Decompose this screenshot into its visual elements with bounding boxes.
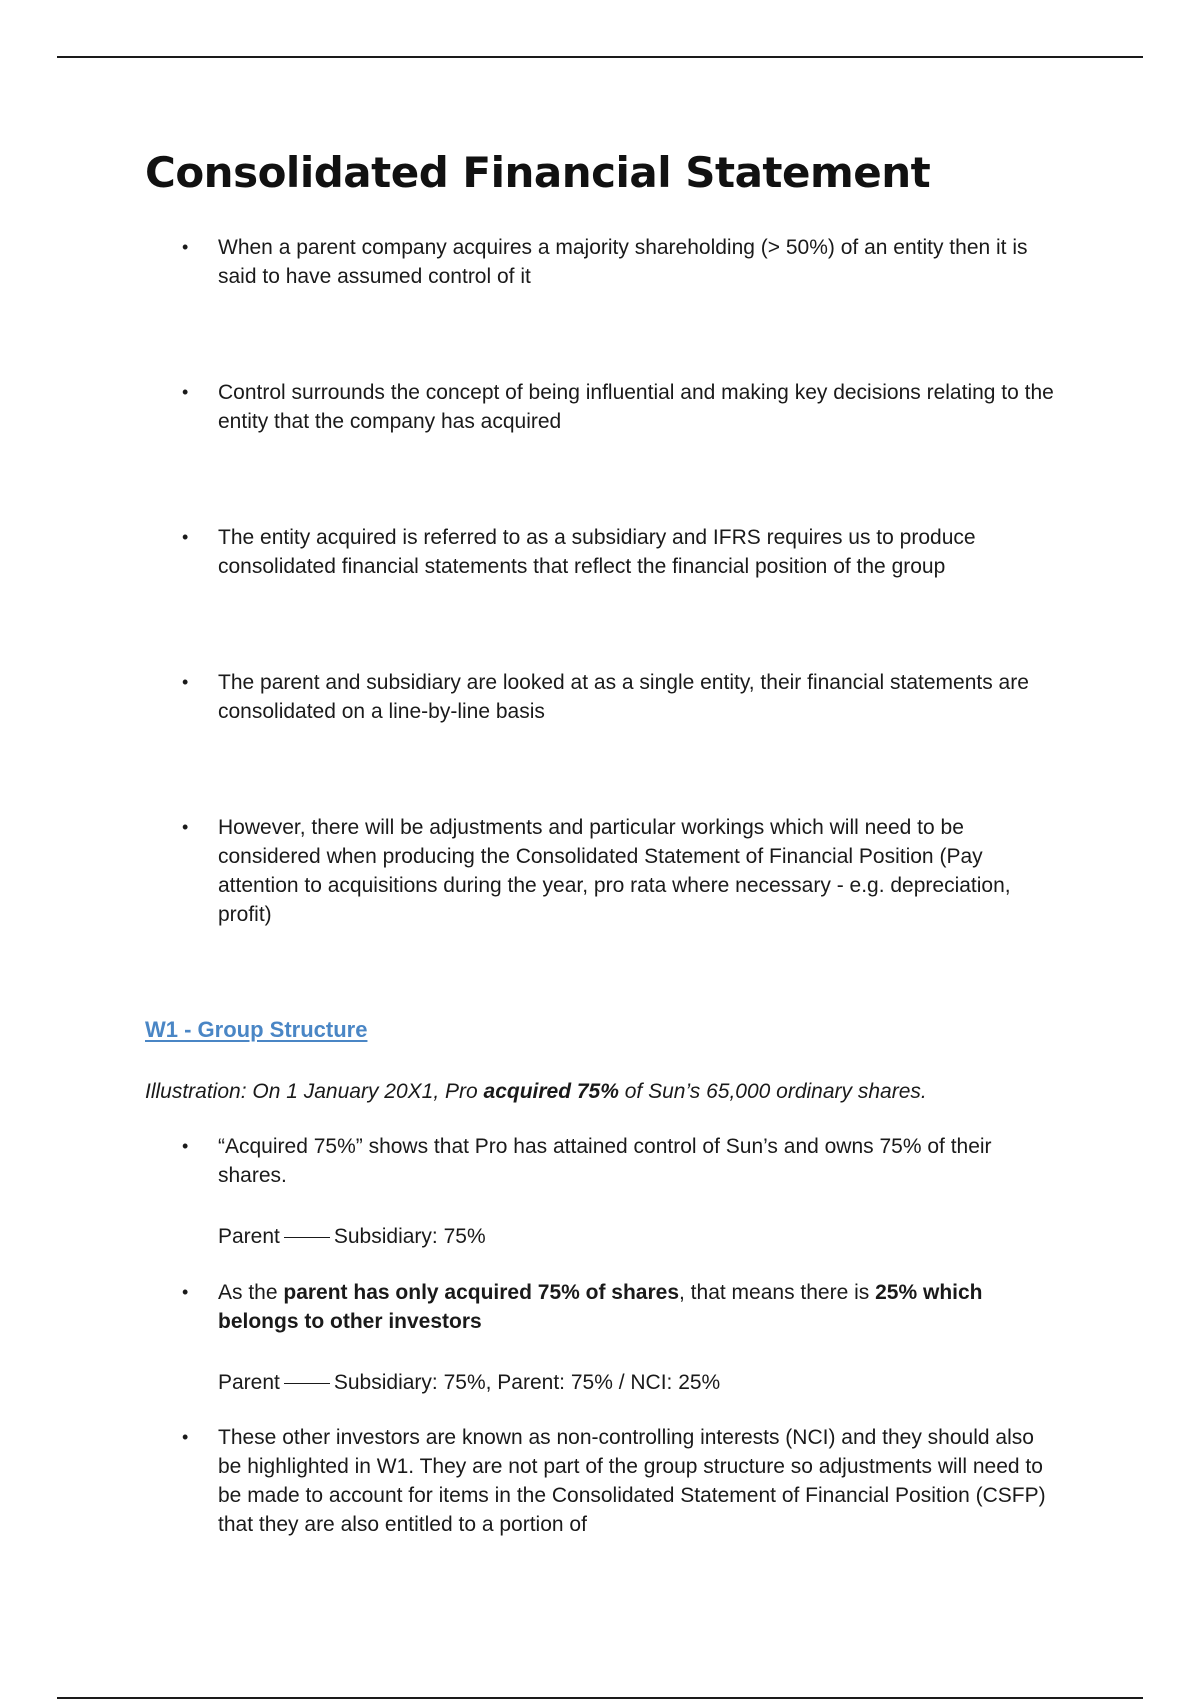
list-item-text: The entity acquired is referred to as a subsidiary and IFRS requires us to produce consolidated financial statements that reflect the financial position of the group xyxy=(218,526,976,578)
illustration-text-part: Illustration: On 1 January 20X1, Pro xyxy=(145,1080,484,1103)
list-item-text: “Acquired 75%” shows that Pro has attained control of Sun’s and owns 75% of their shares. xyxy=(218,1135,992,1187)
illustration-emphasis: acquired 75% xyxy=(483,1080,619,1103)
bullet-icon: • xyxy=(182,817,189,837)
connector-line-icon xyxy=(284,1383,330,1384)
structure-parent-label: Parent xyxy=(218,1225,280,1248)
structure-subsidiary-label: Subsidiary: 75%, Parent: 75% / NCI: 25% xyxy=(333,1371,721,1394)
group-structure-line xyxy=(218,1222,486,1251)
bullet-icon: • xyxy=(182,1427,189,1447)
list-item-emphasis: parent has only acquired 75% of shares xyxy=(283,1281,680,1304)
list-item-text-part: As the xyxy=(218,1281,284,1304)
bullet-icon: • xyxy=(182,527,189,547)
illustration-text-part: of Sun’s 65,000 ordinary shares. xyxy=(618,1080,927,1103)
group-structure-line xyxy=(218,1368,720,1397)
list-item-text xyxy=(218,1278,1058,1336)
bullet-icon: • xyxy=(182,1282,189,1302)
list-item-emphasis: 25% which belongs to other investors xyxy=(218,1281,983,1333)
illustration-text xyxy=(145,1077,1095,1106)
list-item-text: Control surrounds the concept of being influential and making key decisions relating to the entity that the company has acquired xyxy=(218,381,1054,433)
structure-parent-label: Parent xyxy=(218,1371,280,1394)
connector-line-icon xyxy=(284,1237,330,1238)
bullet-icon: • xyxy=(182,237,189,257)
page-title: Consolidated Financial Statement xyxy=(145,148,931,197)
list-item-text-part: , that means there is xyxy=(679,1281,876,1304)
footer-rule xyxy=(57,1697,1143,1699)
section-heading-link[interactable]: W1 - Group Structure xyxy=(145,1017,368,1042)
bullet-icon: • xyxy=(182,382,189,402)
list-item-text: However, there will be adjustments and particular workings which will need to be considered when producing the Consolidated Statement of Financial Position (Pay attention to acquisitions during the year, pro rata where necessary - e.g. depreciation, profit) xyxy=(218,816,1011,926)
list-item-text: When a parent company acquires a majority shareholding (> 50%) of an entity then it is said to have assumed control of it xyxy=(218,236,1028,288)
list-item-text: The parent and subsidiary are looked at as a single entity, their financial statements are consolidated on a line-by-line basis xyxy=(218,671,1029,723)
bullet-icon: • xyxy=(182,1136,189,1156)
bullet-icon: • xyxy=(182,672,189,692)
list-item-text: These other investors are known as non-controlling interests (NCI) and they should also be highlighted in W1. They are not part of the group structure so adjustments will need to be made to account for items in the Consolidated Statement of Financial Position (CSFP) that they are also entitled to a portion of xyxy=(218,1426,1046,1536)
structure-subsidiary-label: Subsidiary: 75% xyxy=(333,1225,486,1248)
header-rule xyxy=(57,56,1143,58)
